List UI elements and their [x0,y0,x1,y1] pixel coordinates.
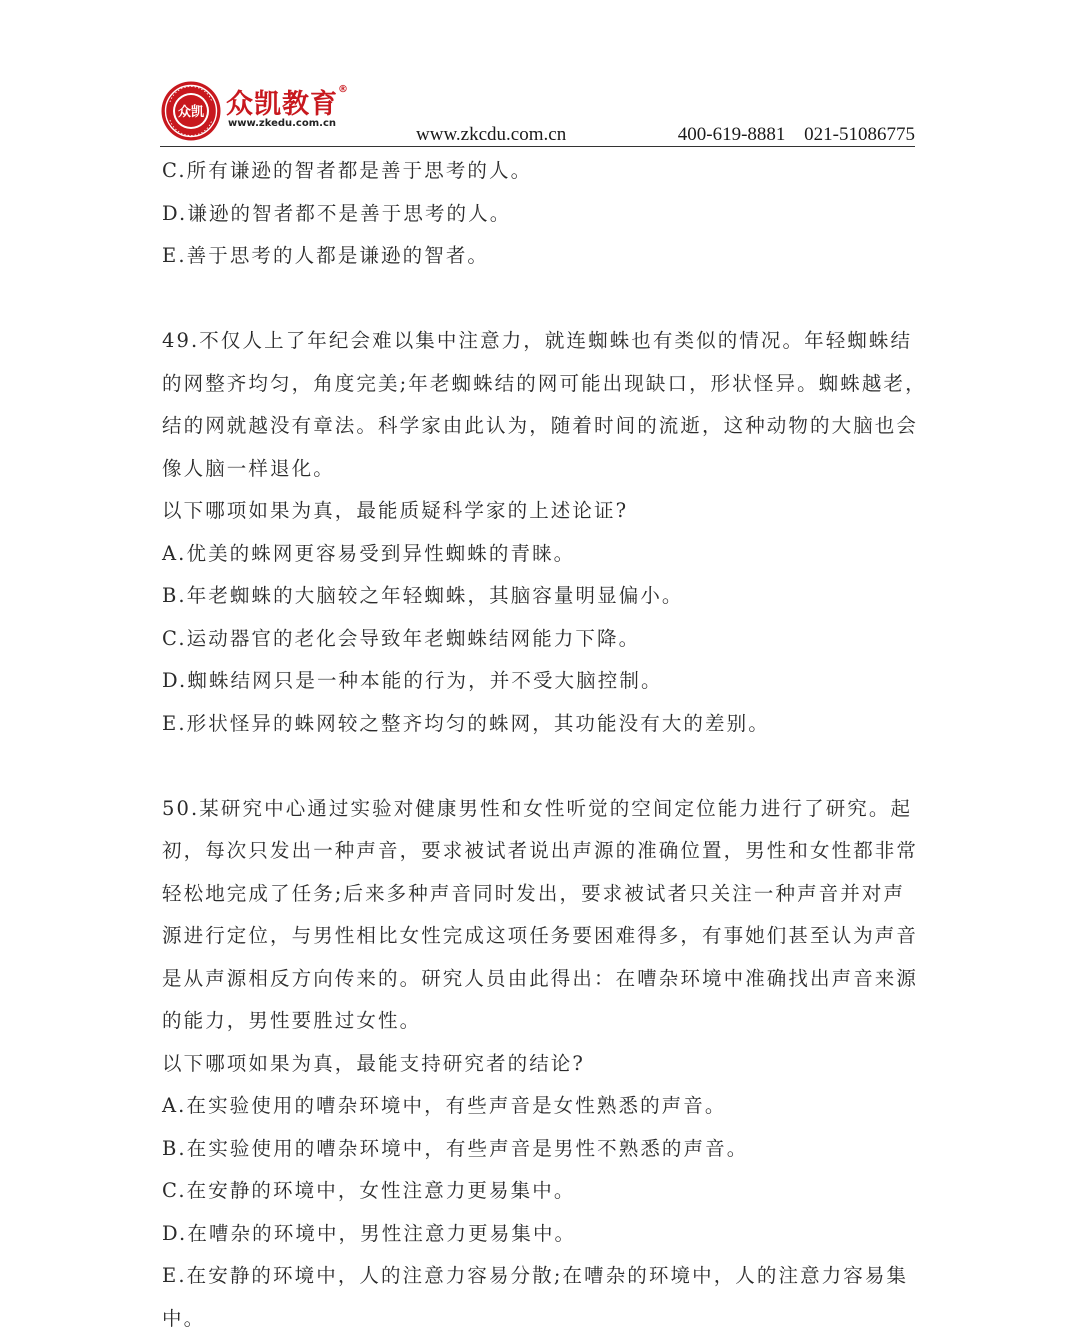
option-line: B.年老蜘蛛的大脑较之年轻蜘蛛，其脑容量明显偏小。 [162,575,918,618]
option-line: A.在实验使用的嘈杂环境中，有些声音是女性熟悉的声音。 [162,1085,918,1128]
option-line: 中。 [162,1298,918,1340]
page-content [162,150,918,1340]
option-line: E.善于思考的人都是谦逊的智者。 [162,235,918,278]
option-line: D.谦逊的智者都不是善于思考的人。 [162,193,918,236]
question-stem-line: 源进行定位，与男性相比女性完成这项任务要困难得多，有事她们甚至认为声音 [162,915,918,958]
option-line: A.优美的蛛网更容易受到异性蜘蛛的青睐。 [162,533,918,576]
option-line: C.在安静的环境中，女性注意力更易集中。 [162,1170,918,1213]
header-phone-numbers [678,124,915,146]
paragraph-gap [162,278,918,321]
page-header [160,78,915,148]
option-line: E.形状怪异的蛛网较之整齐均匀的蛛网，其功能没有大的差别。 [162,703,918,746]
option-line: D.蜘蛛结网只是一种本能的行为，并不受大脑控制。 [162,660,918,703]
question-stem-line: 的网整齐均匀，角度完美;年老蜘蛛结的网可能出现缺口，形状怪异。蜘蛛越老， [162,363,918,406]
option-line: C.运动器官的老化会导致年老蜘蛛结网能力下降。 [162,618,918,661]
header-site-url: www.zkcdu.com.cn [416,124,566,146]
question-stem-line: 49.不仅人上了年纪会难以集中注意力，就连蜘蛛也有类似的情况。年轻蜘蛛结 [162,320,918,363]
question-stem-line: 的能力，男性要胜过女性。 [162,1000,918,1043]
header-divider [160,146,915,147]
brand-name: 众凯教育® [226,82,349,121]
paragraph-gap [162,745,918,788]
brand-seal-logo [160,80,222,142]
question-prompt: 以下哪项如果为真，最能质疑科学家的上述论证? [162,490,918,533]
question-stem-line: 是从声源相反方向传来的。研究人员由此得出：在嘈杂环境中准确找出声音来源 [162,958,918,1001]
phone-number-2: 021-51086775 [804,124,915,145]
phone-number-1: 400-619-8881 [678,124,786,145]
question-stem-line: 轻松地完成了任务;后来多种声音同时发出，要求被试者只关注一种声音并对声 [162,873,918,916]
question-prompt: 以下哪项如果为真，最能支持研究者的结论? [162,1043,918,1086]
question-stem-line: 50.某研究中心通过实验对健康男性和女性听觉的空间定位能力进行了研究。起 [162,788,918,831]
option-line: B.在实验使用的嘈杂环境中，有些声音是男性不熟悉的声音。 [162,1128,918,1171]
option-line: C.所有谦逊的智者都是善于思考的人。 [162,150,918,193]
option-line: E.在安静的环境中，人的注意力容易分散;在嘈杂的环境中，人的注意力容易集 [162,1255,918,1298]
question-stem-line: 像人脑一样退化。 [162,448,918,491]
question-stem-line: 结的网就越没有章法。科学家由此认为，随着时间的流逝，这种动物的大脑也会 [162,405,918,448]
question-49 [162,320,918,745]
brand-url: www.zkedu.com.cn [228,118,336,129]
svg-text:众凯: 众凯 [178,104,204,120]
question-stem-line: 初，每次只发出一种声音，要求被试者说出声源的准确位置，男性和女性都非常 [162,830,918,873]
question-50 [162,788,918,1340]
option-line: D.在嘈杂的环境中，男性注意力更易集中。 [162,1213,918,1256]
